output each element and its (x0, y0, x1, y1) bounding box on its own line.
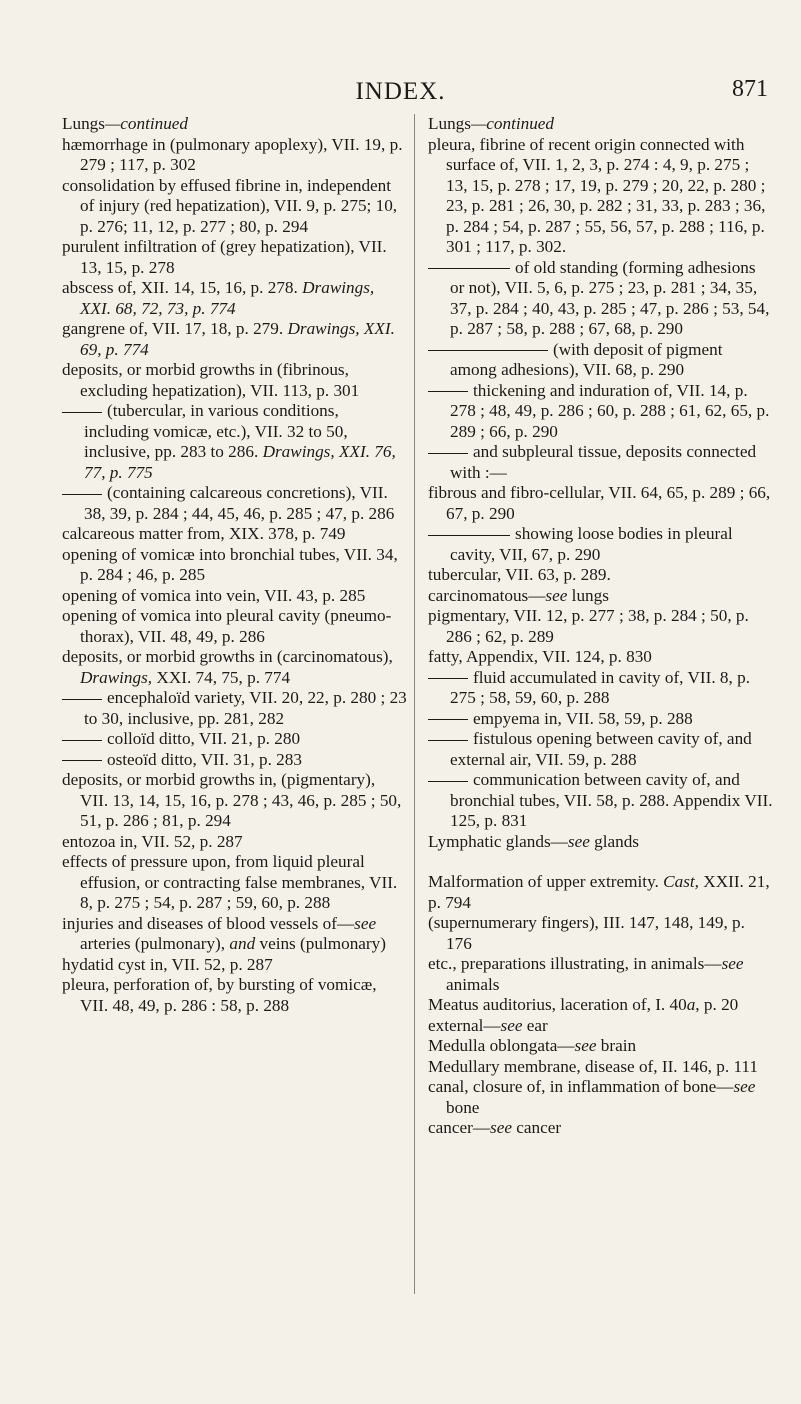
entry-text: animals (446, 974, 500, 994)
dash-rule (428, 719, 468, 720)
entry-text: deposits, or morbid growths in (carcinomatous), (62, 647, 393, 666)
entry-text: etc., preparations illustrating, in animals— (428, 954, 722, 973)
index-entry (428, 995, 773, 1016)
entry-text: XXI. 74, 75, p. 774 (152, 667, 291, 687)
entry-text: opening of vomica into pleural cavity (pneumo-thorax), VII. 48, 49, p. 286 (62, 606, 392, 646)
index-subentry (62, 750, 407, 771)
entry-italic: see (545, 585, 568, 605)
entry-text: bone (446, 1097, 480, 1117)
index-entry (428, 954, 773, 995)
entry-text: deposits, or morbid growths in, (pigmentary), VII. 13, 14, 15, 16, p. 278 ; 43, 46, p. 285 ; 50, 51, p. 286 ; 81, p. 294 (62, 770, 402, 830)
index-entry (62, 832, 407, 853)
entry-text: carcinomatous— (428, 585, 546, 605)
entry-text: Medullary membrane, disease of, II. 146, p. 111 (428, 1056, 758, 1076)
dash-rule (428, 678, 468, 679)
entry-text: cancer (511, 1118, 562, 1137)
entry-text: and subpleural tissue, deposits connected with :— (450, 442, 757, 482)
right-column (428, 114, 773, 1139)
entry-text: arteries (pulmonary), (80, 934, 230, 953)
entry-italic: see (574, 1036, 597, 1055)
index-entry (62, 176, 407, 238)
entry-italic: Drawings, XXI. 68, 72, 73, p. 774 (80, 278, 375, 318)
index-entry (428, 1118, 773, 1139)
entry-text: tubercular, VII. 63, p. 289. (428, 565, 611, 584)
dash-rule (62, 760, 102, 761)
index-entry (428, 483, 773, 524)
entry-text: , p. 20 (695, 995, 739, 1014)
dash-rule (428, 268, 510, 269)
entry-text: (tubercular, in various conditions, including vomicæ, etc.), VII. 32 to 50, inclusive, pp. 283 to 286. (84, 401, 348, 461)
entry-text: fluid accumulated in cavity of, VII. 8, p. 275 ; 58, 59, 60, p. 288 (450, 667, 750, 707)
entry-text: opening of vomicæ into bronchial tubes, VII. 34, p. 284 ; 46, p. 285 (62, 544, 398, 584)
entry-text: pleura, fibrine of recent origin connected with surface of, VII. 1, 2, 3, p. 274 : 4, 9, p. 275 ; 13, 15, p. 278 ; 17, 19, p. 279 ; 20, 22, p. 280 ; 23, p. 281 ; 26, 30, p. 282 ; 31, 33, p. 283 ; 36, p. 284 ; 54, p. 287 ; 55, 56, 57, p. 288 ; 116, p. 301 ; 117, p. 302. (428, 134, 766, 256)
entry-text: thickening and induration of, VII. 14, p. 278 ; 48, 49, p. 286 ; 60, p. 288 ; 61, 62, 65, p. 289 ; 66, p. 290 (450, 380, 770, 441)
entry-text: (containing calcareous concretions), VII. 38, 39, p. 284 ; 44, 45, 46, p. 285 ; 47, p. 286 (84, 483, 395, 523)
index-entry (428, 135, 773, 258)
entry-text: of old standing (forming adhesions or not), VII. 5, 6, p. 275 ; 23, p. 281 ; 34, 35, 37, p. 284 ; 40, 43, p. 285 ; 47, p. 286 ; 53, 54, p. 287 ; 58, p. 288 ; 67, 68, p. 290 (450, 257, 770, 338)
index-entry (62, 278, 407, 319)
page-number: 871 (732, 76, 768, 102)
entry-text: Meatus auditorius, laceration of, I. 40 (428, 995, 687, 1014)
index-entry (62, 852, 407, 914)
entry-text: glands (589, 831, 639, 851)
index-entry (428, 1016, 773, 1037)
heading-term: Lungs (428, 114, 471, 133)
dash-rule (62, 412, 102, 413)
entry-text: entozoa in, VII. 52, p. 287 (62, 831, 243, 851)
entry-italic: Drawings, XXI. 69, p. 774 (80, 319, 395, 359)
index-subentry (428, 709, 773, 730)
index-entry (428, 1077, 773, 1118)
entry-italic: Drawings, XXI. 76, 77, p. 775 (84, 442, 396, 482)
entry-text: hæmorrhage in (pulmonary apoplexy), VII. 19, p. 279 ; 117, p. 302 (62, 134, 403, 174)
entry-text: brain (596, 1036, 637, 1055)
entry-text: injuries and diseases of blood vessels of— (62, 913, 355, 933)
index-entry (62, 586, 407, 607)
entry-italic: Drawings, (80, 667, 153, 687)
entry-italic: see (500, 1015, 523, 1035)
index-heading (428, 872, 773, 913)
entry-text: deposits, or morbid growths in (fibrinous, excluding hepatization), VII. 113, p. 301 (62, 360, 360, 400)
running-head: INDEX. (355, 78, 446, 105)
dash-rule (428, 535, 510, 536)
dash-rule (428, 391, 468, 392)
entry-italic: and (229, 934, 256, 953)
index-entry (62, 360, 407, 401)
dash-rule (62, 699, 102, 700)
entry-text: colloïd ditto, VII. 21, p. 280 (107, 729, 301, 748)
dash-rule (62, 494, 102, 495)
heading-term: Lungs (62, 114, 105, 133)
index-subentry (428, 258, 773, 340)
index-subentry (62, 729, 407, 750)
dash-rule (62, 740, 102, 741)
heading-continued: —continued (470, 114, 555, 133)
index-entry (62, 524, 407, 545)
index-subentry (428, 729, 773, 770)
index-subentry (428, 770, 773, 832)
index-entry (62, 237, 407, 278)
index-entry (62, 319, 407, 360)
entry-italic: a (686, 995, 696, 1014)
entry-text: (supernumerary fingers), III. 147, 148, 149, p. 176 (428, 913, 745, 953)
index-entry (62, 975, 407, 1016)
index-entry (62, 914, 407, 955)
index-entry (62, 135, 407, 176)
entry-italic: see (354, 913, 377, 933)
entry-text: pleura, perforation of, by bursting of vomicæ, VII. 48, 49, p. 286 : 58, p. 288 (62, 975, 377, 1015)
index-subentry (62, 401, 407, 483)
index-heading (428, 832, 773, 853)
index-subentry (62, 483, 407, 524)
index-entry (62, 545, 407, 586)
entry-text: hydatid cyst in, VII. 52, p. 287 (62, 954, 273, 974)
entry-italic: see (490, 1118, 512, 1137)
index-entry (62, 955, 407, 976)
column-divider (414, 114, 415, 1294)
dash-rule (428, 350, 548, 351)
index-entry (428, 647, 773, 668)
index-entry (62, 606, 407, 647)
entry-text: fatty, Appendix, VII. 124, p. 830 (428, 647, 652, 666)
entry-text: cancer— (428, 1118, 491, 1137)
index-heading (428, 114, 773, 135)
index-entry (428, 1036, 773, 1057)
entry-text: fistulous opening between cavity of, and external air, VII. 59, p. 288 (450, 729, 752, 769)
entry-text: pigmentary, VII. 12, p. 277 ; 38, p. 284 ; 50, p. 286 ; 62, p. 289 (428, 606, 749, 646)
entry-text: abscess of, XII. 14, 15, 16, p. 278. (62, 278, 303, 297)
index-subentry (428, 524, 773, 565)
entry-text: canal, closure of, in inflammation of bone— (428, 1077, 734, 1096)
index-entry (428, 606, 773, 647)
entry-text: encephaloïd variety, VII. 20, 22, p. 280 ; 23 to 30, inclusive, pp. 281, 282 (84, 688, 407, 728)
entry-text: Lymphatic glands— (428, 831, 568, 851)
entry-text: Medulla oblongata— (428, 1036, 575, 1055)
entry-italic: see (721, 954, 744, 973)
entry-text: calcareous matter from, XIX. 378, p. 749 (62, 524, 346, 543)
dash-rule (428, 781, 468, 782)
index-subentry (428, 668, 773, 709)
entry-text: fibrous and fibro-cellular, VII. 64, 65, p. 289 ; 66, 67, p. 290 (428, 483, 771, 523)
left-column (62, 114, 407, 1016)
index-subentry (428, 442, 773, 483)
index-subentry (428, 340, 773, 381)
entry-text: effects of pressure upon, from liquid pleural effusion, or contracting false membranes, VII. 8, p. 275 ; 54, p. 287 ; 59, 60, p. 288 (62, 852, 398, 912)
entry-text: ear (522, 1015, 548, 1035)
index-heading (62, 114, 407, 135)
entry-italic: see (567, 831, 590, 851)
index-subentry (62, 688, 407, 729)
entry-italic: Cast, (663, 872, 699, 891)
heading-continued: —continued (104, 114, 189, 133)
entry-text: XXII. 21, p. 794 (428, 872, 770, 912)
entry-text: communication between cavity of, and bronchial tubes, VII. 58, p. 288. Appendix VII. 125, p. 831 (450, 770, 773, 830)
dash-rule (428, 740, 468, 741)
entry-text: (with deposit of pigment among adhesions), VII. 68, p. 290 (450, 339, 723, 379)
index-entry (62, 770, 407, 832)
entry-text: external— (428, 1015, 501, 1035)
entry-text: purulent infiltration of (grey hepatization), VII. 13, 15, p. 278 (62, 237, 387, 277)
entry-text: consolidation by effused fibrine in, independent of injury (red hepatization), VII. 9, p. 275; 10, p. 276; 11, 12, p. 277 ; 80, p. 294 (62, 175, 398, 236)
index-entry (428, 913, 773, 954)
index-entry (428, 565, 773, 586)
dash-rule (428, 453, 468, 454)
index-entry (428, 586, 773, 607)
index-entry (62, 647, 407, 688)
index-entry (428, 1057, 773, 1078)
entry-text: gangrene of, VII. 17, 18, p. 279. (62, 319, 288, 338)
entry-text: showing loose bodies in pleural cavity, VII, 67, p. 290 (450, 524, 733, 564)
entry-text: lungs (567, 585, 609, 605)
entry-text: Malformation of upper extremity. (428, 872, 664, 891)
entry-text: empyema in, VII. 58, 59, p. 288 (473, 708, 693, 728)
entry-text: osteoïd ditto, VII. 31, p. 283 (107, 749, 302, 769)
entry-text: veins (pulmonary) (255, 934, 386, 953)
page-header (0, 0, 801, 110)
entry-text: opening of vomica into vein, VII. 43, p. 285 (62, 585, 366, 605)
index-subentry (428, 381, 773, 443)
entry-italic: see (733, 1077, 756, 1096)
